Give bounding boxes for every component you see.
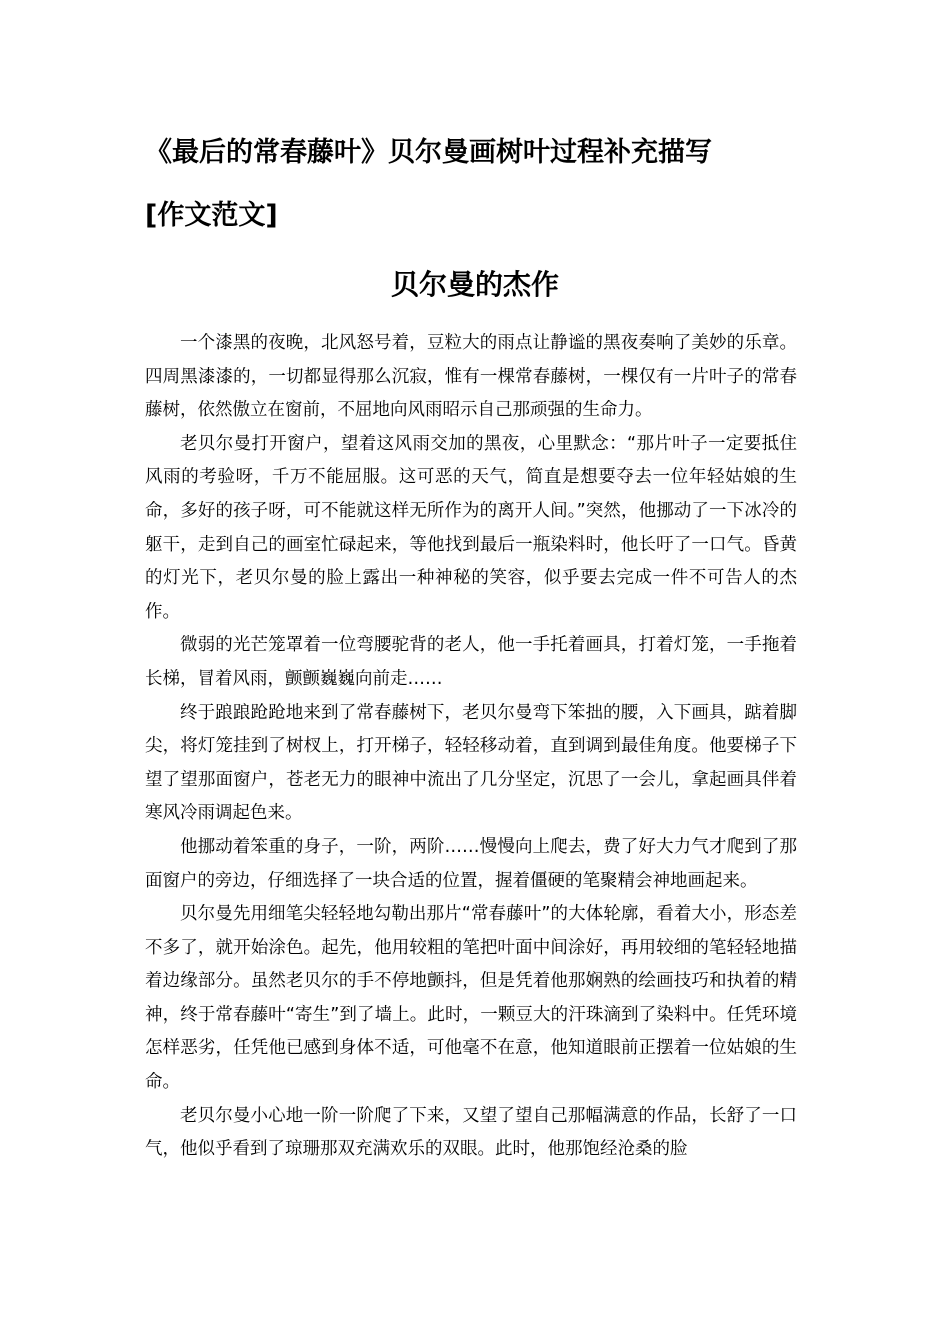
essay-body <box>145 327 797 1167</box>
paragraph: 老贝尔曼打开窗户，望着这风雨交加的黑夜，心里默念：“那片叶子一定要抵住风雨的考验呀，千万不能屈服。这可恶的天气，简直是想要夺去一位年轻姑娘的生命，多好的孩子呀，可不能就这样无所作为的离开人间。”突然，他挪动了一下冰冷的躯干，走到自己的画室忙碌起来，等他找到最后一瓶染料时，他长吁了一口气。昏黄的灯光下，老贝尔曼的脸上露出一种神秘的笑容，似乎要去完成一件不可告人的杰作。 <box>145 433 797 622</box>
paragraph: 终于踉踉跄跄地来到了常春藤树下，老贝尔曼弯下笨拙的腰，入下画具，踮着脚尖，将灯笼挂到了树杈上，打开梯子，轻轻移动着，直到调到最佳角度。他要梯子下望了望那面窗户，苍老无力的眼神中流出了几分坚定，沉思了一会儿，拿起画具伴着寒风冷雨调起色来。 <box>145 702 797 824</box>
document-title: 《最后的常春藤叶》贝尔曼画树叶过程补充描写 <box>145 137 712 168</box>
paragraph: 老贝尔曼小心地一阶一阶爬了下来，又望了望自己那幅满意的作品，长舒了一口气，他似乎看到了琼珊那双充满欢乐的双眼。此时，他那饱经沧桑的脸 <box>145 1105 797 1160</box>
paragraph: 贝尔曼先用细笔尖轻轻地勾勒出那片“常春藤叶”的大体轮廓，看着大小，形态差不多了，就开始涂色。起先，他用较粗的笔把叶面中间涂好，再用较细的笔轻轻地描着边缘部分。虽然老贝尔的手不停地颤抖，但是凭着他那娴熟的绘画技巧和执着的精神，终于常春藤叶“寄生”到了墙上。此时，一颗豆大的汗珠滴到了染料中。任凭环境怎样恶劣，任凭他已感到身体不适，可他毫不在意，他知道眼前正摆着一位姑娘的生命。 <box>145 904 797 1093</box>
paragraph: 微弱的光芒笼罩着一位弯腰驼背的老人，他一手托着画具，打着灯笼，一手拖着长梯，冒着风雨，颤颤巍巍向前走…… <box>145 635 797 689</box>
document-tag: [作文范文] <box>145 200 278 231</box>
paragraph: 一个漆黑的夜晚，北风怒号着，豆粒大的雨点让静谧的黑夜奏响了美妙的乐章。四周黑漆漆的，一切都显得那么沉寂，惟有一棵常春藤树，一棵仅有一片叶子的常春藤树，依然傲立在窗前，不屈地向风雨昭示自己那顽强的生命力。 <box>145 333 797 421</box>
essay-title: 贝尔曼的杰作 <box>390 268 559 301</box>
paragraph: 他挪动着笨重的身子，一阶，两阶……慢慢向上爬去，费了好大力气才爬到了那面窗户的旁边，仔细选择了一块合适的位置，握着僵硬的笔聚精会神地画起来。 <box>145 836 797 891</box>
